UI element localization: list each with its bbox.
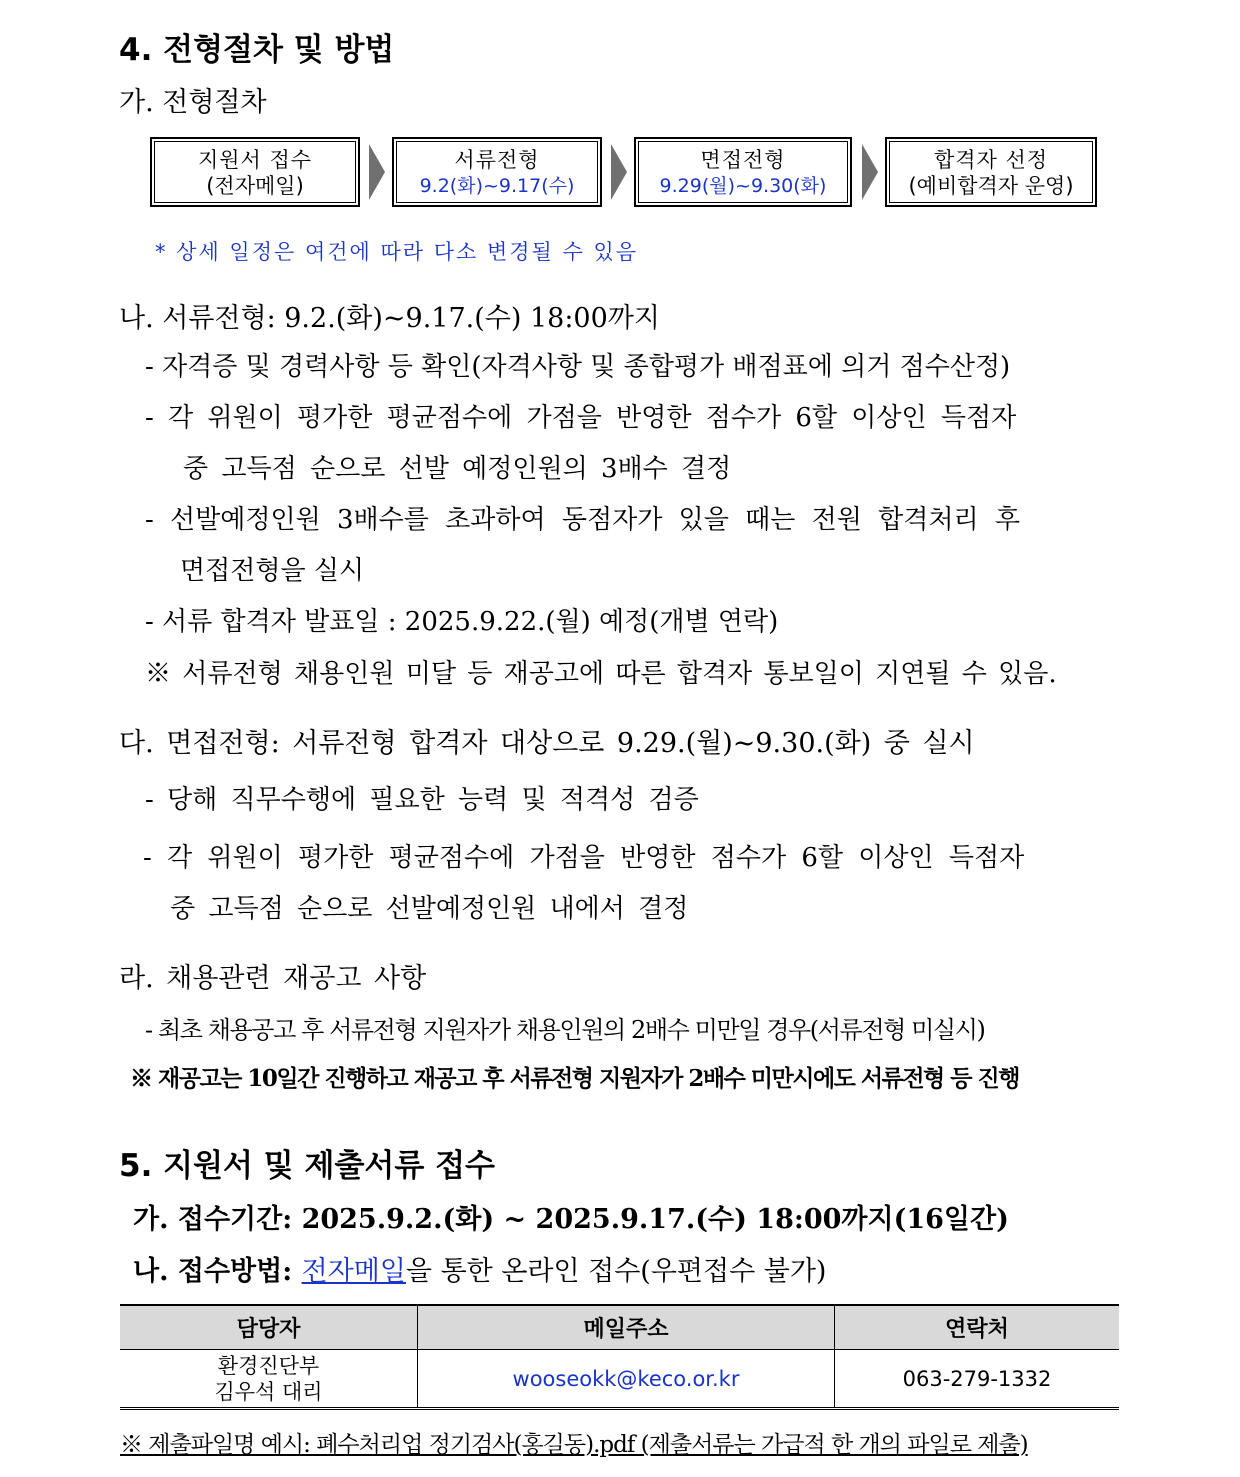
email-link[interactable]: 전자메일: [301, 1256, 406, 1287]
flow-arrow-icon: [862, 144, 878, 200]
flow-step-label: 서류전형: [454, 148, 540, 172]
note-item: ※ 서류전형 채용인원 미달 등 재공고에 따른 합격자 통보일이 지연될 수 있음.: [145, 659, 1057, 689]
note-item: ※ 재공고는 10일간 진행하고 재공고 후 서류전형 지원자가 2배수 미만시에도 서류전형 등 진행: [130, 1065, 1019, 1092]
list-item: - 자격증 및 경력사항 등 확인(자격사항 및 종합평가 배점표에 의거 점수산정): [145, 352, 1011, 382]
flow-step-application: [150, 137, 360, 207]
column-header-person: 담당자: [120, 1305, 418, 1350]
column-header-email: 메일주소: [418, 1305, 835, 1350]
subsection-ra-title: 라. 채용관련 재공고 사항: [119, 963, 427, 994]
table-header-row: [120, 1305, 1119, 1350]
list-item: - 당해 직무수행에 필요한 능력 및 적격성 검증: [145, 785, 699, 815]
list-item: - 서류 합격자 발표일 : 2025.9.22.(월) 예정(개별 연락): [145, 607, 779, 637]
flow-note: * 상세 일정은 여건에 따라 다소 변경될 수 있음: [155, 240, 639, 264]
subsection-ga-title: 가. 전형절차: [119, 87, 267, 118]
flow-step-label: 합격자 선정: [933, 148, 1049, 172]
flow-arrow-icon: [611, 144, 627, 200]
list-item: - 각 위원이 평가한 평균점수에 가점을 반영한 점수가 6할 이상인 득점자: [143, 843, 1025, 873]
subsection-na-title: 나. 서류전형: 9.2.(화)~9.17.(수) 18:00까지: [119, 303, 660, 334]
list-item-continuation: 면접전형을 실시: [180, 556, 365, 586]
section-4-title: 4. 전형절차 및 방법: [119, 32, 395, 68]
list-item: - 각 위원이 평가한 평균점수에 가점을 반영한 점수가 6할 이상인 득점자: [145, 403, 1017, 433]
flow-step-document-screening: [392, 137, 602, 207]
contact-email[interactable]: wooseokk@keco.or.kr: [418, 1350, 835, 1409]
table-row: [120, 1350, 1119, 1409]
application-method-label: 나. 접수방법:: [133, 1256, 302, 1287]
contact-phone: 063-279-1332: [835, 1350, 1120, 1409]
flow-step-interview: [634, 137, 852, 207]
list-item: - 최초 채용공고 후 서류전형 지원자가 채용인원의 2배수 미만일 경우(서류전형 미실시): [145, 1016, 985, 1044]
flow-step-detail: (전자메일): [206, 174, 304, 198]
section-5-title: 5. 지원서 및 제출서류 접수: [119, 1148, 495, 1184]
flow-step-detail: (예비합격자 운영): [908, 174, 1074, 198]
contact-department: 환경진단부: [217, 1353, 320, 1378]
subsection-da-title: 다. 면접전형: 서류전형 합격자 대상으로 9.29.(월)~9.30.(화) 중 실시: [119, 728, 975, 759]
flow-step-date: 9.2(화)~9.17(수): [419, 175, 575, 197]
column-header-phone: 연락처: [835, 1305, 1120, 1350]
application-method-text: 을 통한 온라인 접수(우편접수 불가): [405, 1256, 827, 1287]
list-item: - 선발예정인원 3배수를 초과하여 동점자가 있을 때는 전원 합격처리 후: [145, 505, 1020, 535]
flow-step-label: 지원서 접수: [197, 148, 313, 172]
file-name-footnote: ※ 제출파일명 예시: 폐수처리업 정기검사(홍길동).pdf (제출서류는 가급적 한 개의 파일로 제출): [120, 1432, 1028, 1458]
flow-step-final-selection: [885, 137, 1097, 207]
application-method: [133, 1249, 826, 1288]
list-item-continuation: 중 고득점 순으로 선발예정인원 내에서 결정: [170, 894, 689, 924]
flow-step-label: 면접전형: [700, 148, 786, 172]
contact-person: [120, 1350, 418, 1409]
flow-arrow-icon: [369, 144, 385, 200]
list-item-continuation: 중 고득점 순으로 선발 예정인원의 3배수 결정: [183, 454, 732, 484]
contact-name: 김우석 대리: [214, 1379, 323, 1404]
flow-step-date: 9.29(월)~9.30(화): [659, 175, 827, 197]
contact-table: [120, 1304, 1119, 1410]
application-period: 가. 접수기간: 2025.9.2.(화) ~ 2025.9.17.(수) 18:00까지(16일간): [133, 1204, 1009, 1235]
